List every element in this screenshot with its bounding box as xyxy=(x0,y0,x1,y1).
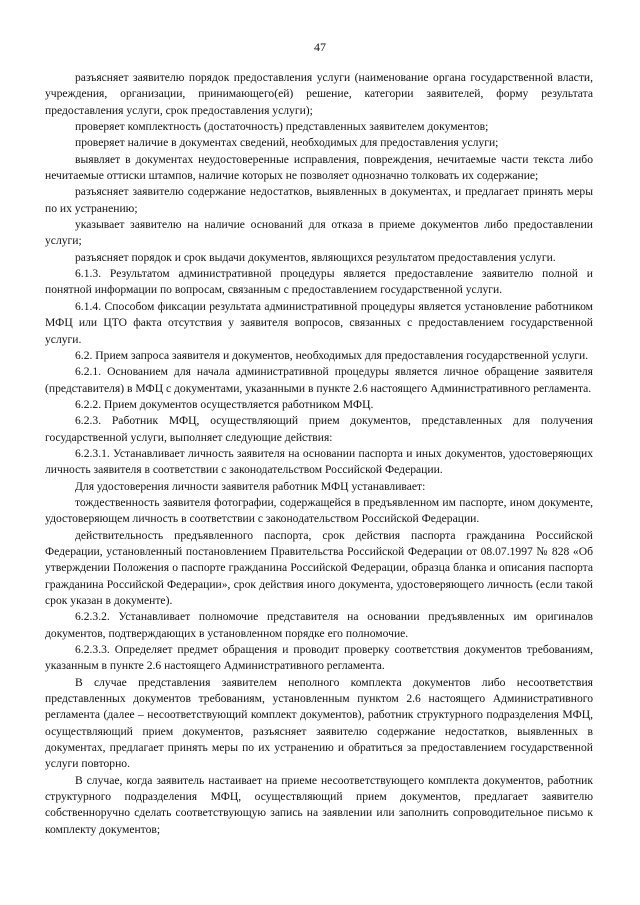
paragraph: указывает заявителю на наличие оснований для отказа в приеме документов либо предоставлении услуги; xyxy=(45,218,593,248)
paragraph: 6.2.3.2. Устанавливает полномочие представителя на основании предъявленных им оригиналов документов, подтверждающих в установленном порядке его полномочие. xyxy=(45,610,593,640)
paragraph: Для удостоверения личности заявителя работник МФЦ устанавливает: xyxy=(75,479,426,493)
paragraph: 6.2.3.1. Устанавливает личность заявителя на основании паспорта и иных документов, удостоверяющих личность заявителя в соответствии с законодательством Российской Федерации. xyxy=(45,446,593,477)
paragraph: 6.2.1. Основанием для начала административной процедуры является личное обращение заявителя (представителя) в МФЦ с документами, указанными в пункте 2.6 настоящего Административного регламента. xyxy=(45,365,593,395)
paragraph: проверяет наличие в документах сведений, необходимых для предоставления услуги; xyxy=(75,136,499,150)
paragraph: В случае, когда заявитель настаивает на приеме несоответствующего комплекта документов, работник структурного подразделения МФЦ, осуществляющий прием документов, предлагает заявителю собственноручно сделать соответствующую запись на заявлении или заполнить сопроводительное письмо к комплекту документов; xyxy=(45,773,593,836)
paragraph: выявляет в документах неудостоверенные исправления, повреждения, нечитаемые части текста либо нечитаемые оттиски штампов, наличие которых не позволяет однозначно толковать их содержание; xyxy=(45,152,593,183)
paragraph: 6.2.3.3. Определяет предмет обращения и проводит проверку соответствия документов требованиям, указанным в пункте 2.6 настоящего Административного регламента. xyxy=(45,643,593,673)
paragraph: разъясняет заявителю порядок предоставления услуги (наименование органа государственной власти, учреждения, организации, принимающего(ей) решение, категории заявителей, форму результата предоставления услуги, срок предоставления услуги); xyxy=(45,71,593,117)
paragraph: разъясняет порядок и срок выдачи документов, являющихся результатом предоставления услуги. xyxy=(75,250,556,264)
paragraph: разъясняет заявителю содержание недостатков, выявленных в документах, и предлагает принять меры по их устранению; xyxy=(45,185,593,215)
paragraph: 6.1.4. Способом фиксации результата административной процедуры является установление работником МФЦ или ЦТО факта отсутствия у заявителя вопросов, связанных с предоставлением государственной услуги. xyxy=(45,299,593,346)
paragraph: 6.2.2. Прием документов осуществляется работником МФЦ. xyxy=(75,397,374,411)
paragraph: 6.1.3. Результатом административной процедуры является предоставление заявителю полной и понятной информации по вопросам, связанным с предоставлением государственной услуги. xyxy=(45,267,593,297)
paragraph: проверяет комплектность (достаточность) представленных заявителем документов; xyxy=(75,120,489,134)
paragraph: действительность предъявленного паспорта, срок действия паспорта гражданина Российской Федерации, установленный постановлением Правительства Российской Федерации от 08.07.1997 № 828 «Об утверждении Положения о паспорте гражданина Российской Федерации, образца бланка и описания паспорта гражданина Российской Федерации», срок действия иного документа, удостоверяющего личность (если такой срок указан в документе). xyxy=(45,528,593,607)
paragraph: 6.2.3. Работник МФЦ, осуществляющий прием документов, представленных для получения государственной услуги, выполняет следующие действия: xyxy=(45,414,593,444)
document-body xyxy=(45,70,593,838)
paragraph: тождественность заявителя фотографии, содержащейся в предъявленном им паспорте, ином документе, удостоверяющем личность в соответствии с законодательством Российской Федерации. xyxy=(45,495,593,526)
paragraph: В случае представления заявителем неполного комплекта документов либо несоответствия представленных документов требованиям, установленным пунктом 2.6 настоящего Административного регламента (далее – несоответствующий комплект документов), работник структурного подразделения МФЦ, осуществляющий прием документов, разъясняет заявителю содержание недостатков, выявленных в документах, предлагает принять меры по их устранению и обратиться за предоставлением государственной услуги повторно. xyxy=(45,675,593,771)
page-number: 47 xyxy=(314,40,326,54)
paragraph: 6.2. Прием запроса заявителя и документов, необходимых для предоставления государственной услуги. xyxy=(75,348,589,362)
